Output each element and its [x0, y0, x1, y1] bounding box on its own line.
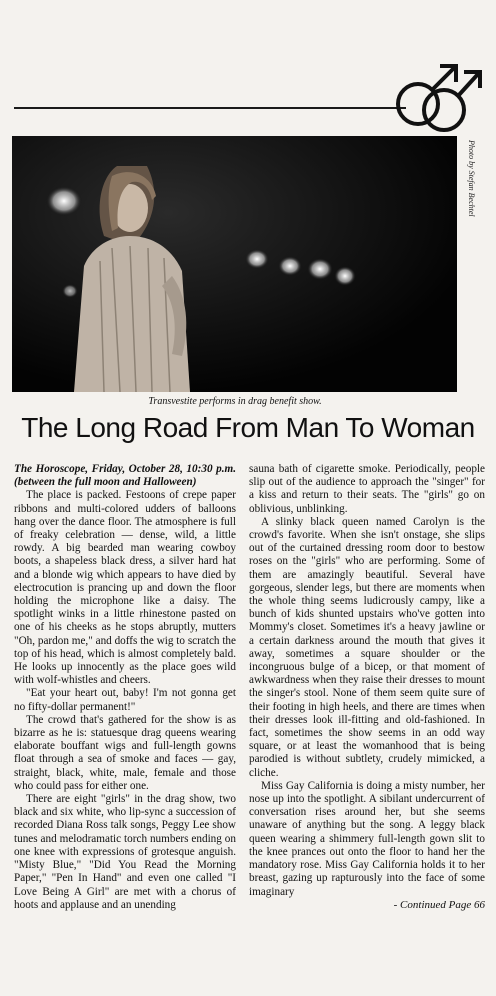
header-rule	[14, 107, 406, 109]
article-paragraph: sauna bath of cigarette smoke. Periodically, people slip out of the audience to approach the "singer" for a kiss and return to their seats. The "girls" go on oblivious, unblinking.	[249, 463, 485, 515]
article-paragraph: "Eat your heart out, baby! I'm not gonna get no fifty-dollar permanent!"	[14, 687, 236, 713]
article-paragraph: The crowd that's gathered for the show is as bizarre as he is: statuesque drag queens wearing elaborate bouffant wigs and full-length gowns float through a sea of smoke and faces — gay, straight, black, white, male, female and those who could pass for either one.	[14, 713, 236, 792]
article-column-right	[249, 463, 485, 912]
performance-photo	[12, 136, 457, 392]
article-paragraph: The place is packed. Festoons of crepe paper ribbons and multi-colored udders of balloons hang over the dance floor. The atmosphere is full of freaky celebration — dense, wild, a little rowdy. A big bearded man wearing cowboy boots, a shapeless black dress, a silver hard hat and a blonde wig which appears to have died by electrocution is prancing up and down the floor holding the microphone like a daisy. The spotlight winks in a little rhinestone pasted on one of his cheeks as he stops abruptly, mutters "Oh, pardon me," and doffs the wig to scratch the top of his head, which is almost completely bald. He looks up innocently as the place goes wild with wolf-whistles and cheers.	[14, 489, 236, 687]
performer-illustration	[12, 136, 457, 392]
article-headline: The Long Road From Man To Woman	[21, 412, 475, 443]
article-dateline: The Horoscope, Friday, October 28, 10:30 p.m. (between the full moon and Halloween)	[14, 463, 236, 489]
article-paragraph: There are eight "girls" in the drag show, two black and six white, who lip-sync a succession of recorded Diana Ross talk songs, Peggy Lee show tunes and melodramatic torch numbers ending on one knee with expressions of grotesque anguish. "Misty Blue," "Did You Read the Morning Paper," "Pen In Hand" and even one called "I Love Being A Girl" are met with a chorus of hoots and applause and an unending	[14, 793, 236, 911]
continued-link[interactable]: - Continued Page 66	[393, 898, 485, 911]
article-paragraph: Miss Gay California is doing a misty number, her nose up into the spotlight. A sibilant undercurrent of conversation rises around her, but she seems unaware of anything but the song. A leggy black queen wearing a shimmery full-length gown slit to the knee prances out onto the floor to hand her the mandatory rose. Miss Gay California holds it to her breast, gazing up rapturously into the face of some imaginary	[249, 779, 485, 898]
male-symbols-icon	[378, 40, 486, 136]
article-paragraph: A slinky black queen named Carolyn is the crowd's favorite. When she isn't onstage, she slips out of the curtained dressing room door to bestow roses on the "girls" who are performing. Some of them are amazingly beautiful. Several have gorgeous, slender legs, but there are moments when the whole thing seems ludicrously campy, like a bunch of kids shunted upstairs who've gotten into Mommy's closet. Sometimes it's a heavy jawline or a certain darkness around the mouth that gives it away, sometimes a square shoulder or the incongruous bulge of a bicep, or that moment of awkwardness when they raise their dresses to mount the singer's stool. None of them seem quite sure of their footing in high heels, and there are times when their dresses look ill-fitting and old-fashioned. In fact, sometimes the show seems in an odd way square, or at least the womanhood that is being parodied is without subtlety, crudely mimicked, a cliche.	[249, 515, 485, 779]
photo-credit: Photo by Stefan Bechtel	[467, 140, 476, 217]
article-column-left	[14, 463, 236, 912]
photo-caption: Transvestite performs in drag benefit show.	[148, 396, 322, 407]
